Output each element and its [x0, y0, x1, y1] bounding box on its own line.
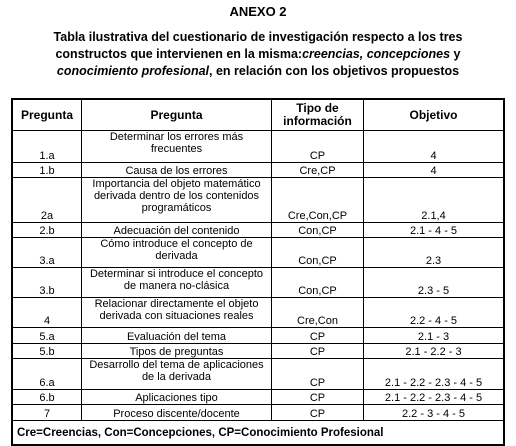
cell-objetivo: 2.3 — [363, 238, 503, 267]
column-header-objetivo: Objetivo — [363, 100, 503, 130]
caption-text: , en relación con los objetivos propuestos — [209, 64, 460, 78]
cell-objetivo: 2.2 - 3 - 4 - 5 — [363, 405, 503, 420]
table-row — [13, 389, 503, 404]
cell-tipo-informacion: Cre,CP — [271, 163, 363, 177]
cell-descripcion: Determinar si introduce el concepto de manera no-clásica — [81, 268, 271, 297]
table-caption — [20, 29, 496, 80]
cell-pregunta: 3.a — [39, 255, 55, 267]
table-row — [13, 343, 503, 358]
cell-tipo-informacion: CP — [271, 344, 363, 358]
cell-pregunta: 4 — [43, 315, 51, 327]
cell-tipo-informacion: Con,CP — [271, 238, 363, 267]
questionnaire-table — [11, 98, 505, 446]
table-row — [13, 404, 503, 420]
cell-objetivo: 2.1 - 2.2 - 2.3 - 4 - 5 — [363, 390, 503, 404]
column-header-pregunta: Pregunta — [20, 107, 73, 122]
column-header-tipo: Tipo de información — [271, 100, 363, 130]
caption-italic-text: conocimiento profesional — [56, 64, 210, 78]
cell-tipo-informacion: CP — [271, 131, 363, 162]
table-row — [13, 297, 503, 327]
cell-objetivo: 2.1,4 — [363, 178, 503, 222]
caption-italic-text: creencias, concepciones — [302, 47, 451, 61]
cell-tipo-informacion: Cre,Con,CP — [271, 178, 363, 222]
cell-pregunta: 6.b — [39, 392, 55, 404]
cell-objetivo: 2.1 - 3 — [363, 328, 503, 343]
table-header-row — [13, 100, 503, 130]
cell-tipo-informacion: CP — [271, 405, 363, 420]
cell-objetivo: 4 — [363, 163, 503, 177]
table-row — [13, 130, 503, 162]
cell-descripcion: Importancia del objeto matemático derivada dentro de los contenidos programáticos — [81, 178, 271, 222]
cell-descripcion: Relacionar directamente el objeto derivada con situaciones reales — [81, 298, 271, 327]
caption-line-1: Tabla ilustrativa del cuestionario de investigación respecto a los tres — [53, 30, 463, 44]
cell-descripcion: Determinar los errores más frecuentes — [81, 131, 271, 162]
cell-objetivo: 2.2 - 4 - 5 — [363, 298, 503, 327]
table-row — [13, 177, 503, 222]
cell-pregunta: 1.b — [39, 165, 55, 177]
cell-pregunta: 2a — [40, 210, 54, 222]
table-row — [13, 267, 503, 297]
cell-pregunta: 5.b — [39, 346, 55, 358]
table-row — [13, 237, 503, 267]
table-row — [13, 222, 503, 237]
caption-line-3 — [20, 63, 496, 80]
cell-objetivo: 2.3 - 5 — [363, 268, 503, 297]
table-legend: Cre=Creencias, Con=Concepciones, CP=Conocimiento Profesional — [13, 420, 503, 444]
table-row — [13, 162, 503, 177]
cell-objetivo: 4 — [363, 131, 503, 162]
cell-descripcion: Desarrollo del tema de aplicaciones de la derivada — [81, 359, 271, 389]
column-header-pregunta-descripcion: Pregunta — [81, 100, 271, 130]
cell-objetivo: 2.1 - 2.2 - 3 — [363, 344, 503, 358]
cell-pregunta: 1.a — [39, 150, 55, 162]
cell-objetivo: 2.1 - 2.2 - 2.3 - 4 - 5 — [363, 359, 503, 389]
annex-heading: ANEXO 2 — [229, 4, 287, 19]
table-row — [13, 358, 503, 389]
table-row — [13, 327, 503, 343]
cell-pregunta: 2.b — [39, 225, 55, 237]
cell-descripcion: Adecuación del contenido — [81, 223, 271, 237]
cell-descripcion: Evaluación del tema — [81, 328, 271, 343]
cell-descripcion: Tipos de preguntas — [81, 344, 271, 358]
cell-tipo-informacion: CP — [271, 328, 363, 343]
caption-text: constructos que intervienen en la misma: — [55, 47, 303, 61]
cell-pregunta: 6.a — [39, 377, 55, 389]
cell-pregunta: 7 — [43, 408, 51, 420]
cell-pregunta: 3.b — [39, 285, 55, 297]
table-body — [13, 130, 503, 420]
cell-pregunta: 5.a — [39, 331, 55, 343]
cell-tipo-informacion: CP — [271, 390, 363, 404]
cell-objetivo: 2.1 - 4 - 5 — [363, 223, 503, 237]
cell-tipo-informacion: Con,CP — [271, 223, 363, 237]
cell-descripcion: Proceso discente/docente — [81, 405, 271, 420]
cell-tipo-informacion: Cre,Con — [271, 298, 363, 327]
cell-tipo-informacion: CP — [271, 359, 363, 389]
cell-tipo-informacion: Con,CP — [271, 268, 363, 297]
cell-descripcion: Cómo introduce el concepto de derivada — [81, 238, 271, 267]
cell-descripcion: Aplicaciones tipo — [81, 390, 271, 404]
cell-descripcion: Causa de los errores — [81, 163, 271, 177]
caption-text: y — [450, 47, 461, 61]
caption-line-2 — [20, 46, 496, 63]
